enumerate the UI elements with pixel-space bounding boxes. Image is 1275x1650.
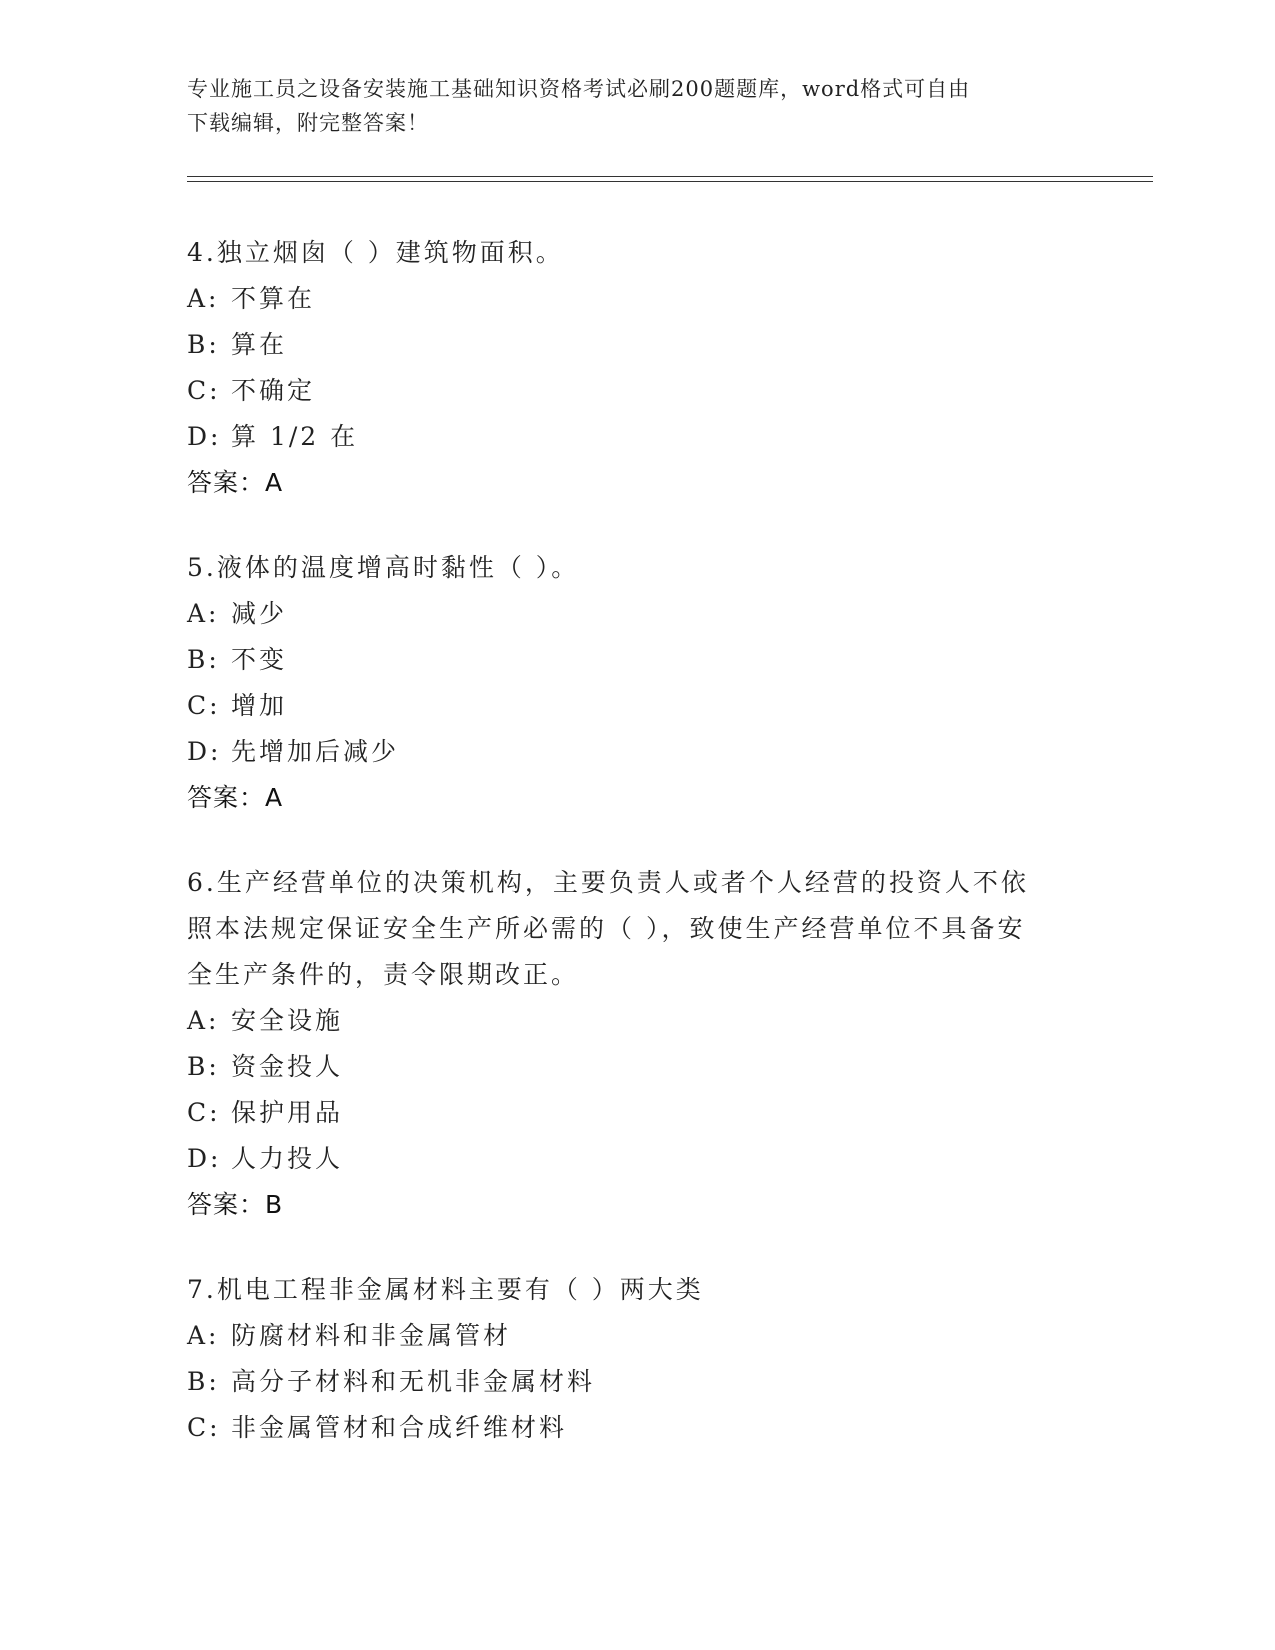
option-text: 不确定 xyxy=(231,376,316,405)
option-a xyxy=(187,1313,1087,1359)
question-stem: 7.机电工程非金属材料主要有（ ）两大类 xyxy=(187,1275,704,1304)
option-d xyxy=(187,729,1087,775)
option-letter: D: xyxy=(187,1144,222,1173)
option-text: 增加 xyxy=(231,691,288,720)
option-letter: A: xyxy=(187,599,220,628)
option-letter: C: xyxy=(187,1098,221,1127)
document-header xyxy=(187,72,1067,140)
option-text: 算在 xyxy=(231,330,288,359)
option-text: 防腐材料和非金属管材 xyxy=(231,1321,512,1350)
option-d xyxy=(187,414,1087,460)
header-divider-bottom xyxy=(187,181,1153,182)
question-7 xyxy=(187,1267,1087,1451)
header-line-2: 下载编辑，附完整答案！ xyxy=(187,111,429,135)
answer-key: 答案：A xyxy=(187,783,284,812)
option-letter: D: xyxy=(187,737,222,766)
option-b xyxy=(187,322,1087,368)
option-c xyxy=(187,1405,1087,1451)
option-letter: C: xyxy=(187,691,221,720)
option-text: 不变 xyxy=(231,645,288,674)
option-letter: B: xyxy=(187,645,220,674)
header-line-1: 专业施工员之设备安装施工基础知识资格考试必刷200题题库，word格式可自由 xyxy=(187,77,971,101)
option-text: 保护用品 xyxy=(231,1098,344,1127)
header-divider-top xyxy=(187,176,1153,177)
option-text: 人力投人 xyxy=(231,1144,344,1173)
answer-key: 答案：A xyxy=(187,468,284,497)
option-text: 先增加后减少 xyxy=(231,737,400,766)
option-c xyxy=(187,368,1087,414)
option-b xyxy=(187,1044,1087,1090)
option-letter: A: xyxy=(187,284,220,313)
option-letter: A: xyxy=(187,1321,220,1350)
question-stem: 4.独立烟囱（ ）建筑物面积。 xyxy=(187,238,564,267)
option-letter: C: xyxy=(187,1413,221,1442)
option-letter: B: xyxy=(187,1367,220,1396)
question-4 xyxy=(187,230,1087,506)
question-6 xyxy=(187,860,1087,1228)
question-stem: 6.生产经营单位的决策机构，主要负责人或者个人经营的投资人不依照本法规定保证安全生产所必需的（ ），致使生产经营单位不具备安全生产条件的，责令限期改正。 xyxy=(187,868,1029,989)
question-stem: 5.液体的温度增高时黏性（ ）。 xyxy=(187,553,580,582)
option-text: 算 1/2 在 xyxy=(231,422,359,451)
option-letter: B: xyxy=(187,330,220,359)
option-text: 减少 xyxy=(231,599,288,628)
option-a xyxy=(187,998,1087,1044)
option-b xyxy=(187,637,1087,683)
option-b xyxy=(187,1359,1087,1405)
option-text: 高分子材料和无机非金属材料 xyxy=(231,1367,596,1396)
question-list xyxy=(187,230,1087,1490)
option-text: 不算在 xyxy=(231,284,316,313)
option-text: 安全设施 xyxy=(231,1006,344,1035)
option-letter: A: xyxy=(187,1006,220,1035)
option-a xyxy=(187,591,1087,637)
option-a xyxy=(187,276,1087,322)
option-text: 非金属管材和合成纤维材料 xyxy=(231,1413,568,1442)
option-d xyxy=(187,1136,1087,1182)
answer-key: 答案：B xyxy=(187,1190,284,1219)
option-c xyxy=(187,683,1087,729)
option-letter: B: xyxy=(187,1052,220,1081)
option-c xyxy=(187,1090,1087,1136)
question-5 xyxy=(187,545,1087,821)
option-letter: C: xyxy=(187,376,221,405)
option-letter: D: xyxy=(187,422,222,451)
option-text: 资金投人 xyxy=(231,1052,344,1081)
